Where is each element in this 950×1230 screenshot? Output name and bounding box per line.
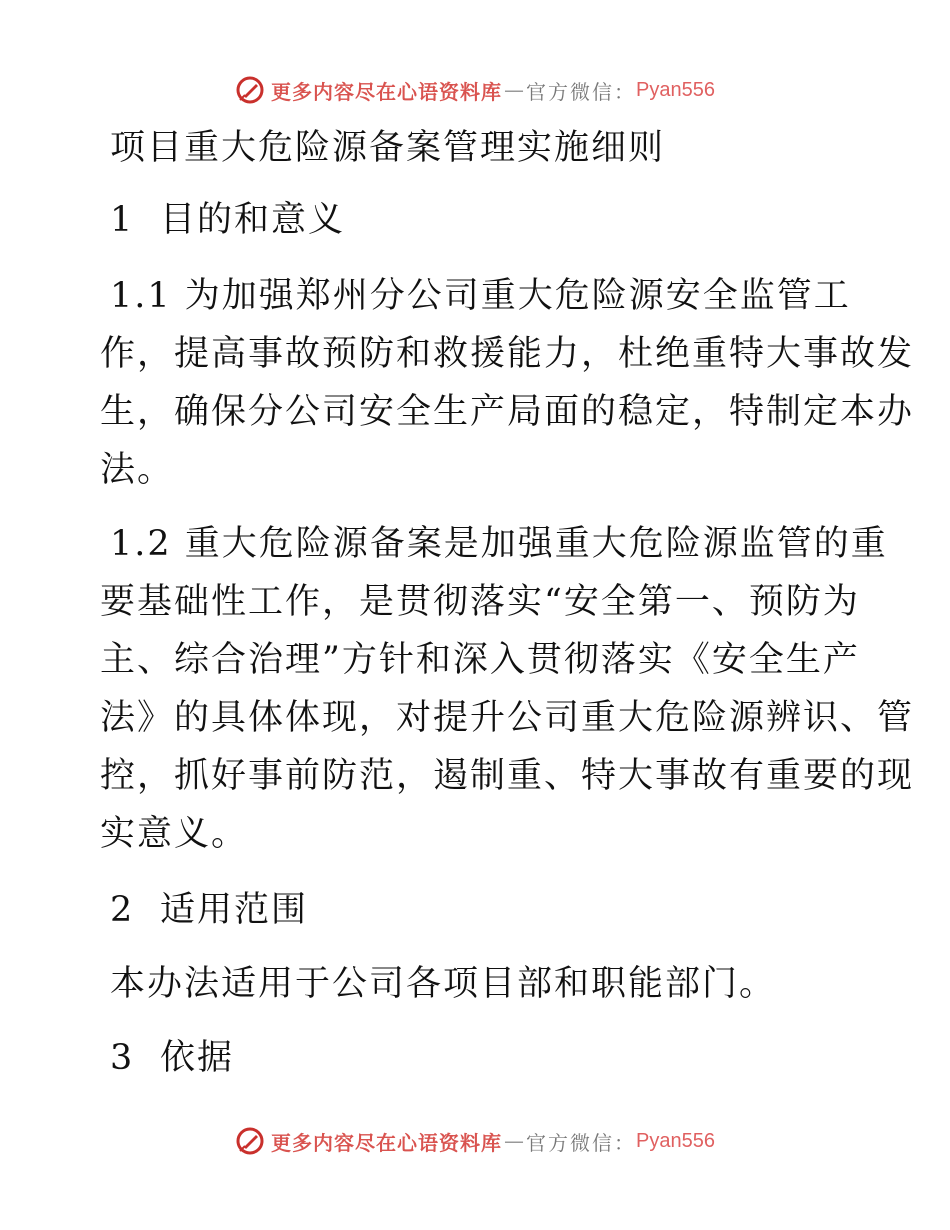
section-1-heading xyxy=(110,200,345,240)
paragraph-1-1-line: 生，确保分公司安全生产局面的稳定，特制定本办 xyxy=(100,392,915,432)
watermark-brand: 更多内容尽在心语资料库 xyxy=(271,1130,503,1155)
paragraph-1-1-line: 1.1 为加强郑州分公司重大危险源安全监管工 xyxy=(110,276,851,316)
watermark-header xyxy=(0,70,950,110)
paragraph-1-1-line: 作，提高事故预防和救援能力，杜绝重特大事故发 xyxy=(100,334,915,374)
feather-pen-logo-icon xyxy=(235,75,265,105)
paragraph-1-2-line: 主、综合治理”方针和深入贯彻落实《安全生产 xyxy=(100,640,860,680)
section-3-title: 依据 xyxy=(160,1038,235,1078)
paragraph-1-2-line: 要基础性工作，是贯彻落实“安全第一、预防为 xyxy=(100,582,860,622)
section-2-heading xyxy=(110,890,308,930)
watermark-wechat-id: Pyan556 xyxy=(636,1129,715,1152)
paragraph-1-2-line: 实意义。 xyxy=(100,814,249,854)
paragraph-1-1-line: 法。 xyxy=(100,450,175,490)
section-2-title: 适用范围 xyxy=(160,890,309,930)
section-3-heading xyxy=(110,1038,234,1078)
section-1-title: 目的和意义 xyxy=(160,200,346,240)
watermark-official-label: 官方微信： xyxy=(526,79,637,104)
watermark-separator: — xyxy=(504,1129,525,1153)
watermark-footer xyxy=(0,1121,950,1161)
watermark-official-label: 官方微信： xyxy=(526,1130,637,1155)
feather-pen-logo-icon xyxy=(235,1126,265,1156)
paragraph-1-2-line: 法》的具体体现，对提升公司重大危险源辨识、管 xyxy=(100,698,915,738)
section-2-number: 2 xyxy=(110,890,135,930)
watermark-brand: 更多内容尽在心语资料库 xyxy=(271,79,503,104)
watermark-separator: — xyxy=(504,78,525,102)
watermark-wechat-id: Pyan556 xyxy=(636,78,715,101)
paragraph-1-2-line: 控，抓好事前防范，遏制重、特大事故有重要的现 xyxy=(100,756,915,796)
section-3-number: 3 xyxy=(110,1038,135,1078)
section-1-number: 1 xyxy=(110,200,135,240)
document-title: 项目重大危险源备案管理实施细则 xyxy=(110,128,666,168)
section-2-body: 本办法适用于公司各项目部和职能部门。 xyxy=(110,964,777,1004)
paragraph-1-2-line: 1.2 重大危险源备案是加强重大危险源监管的重 xyxy=(110,524,888,564)
